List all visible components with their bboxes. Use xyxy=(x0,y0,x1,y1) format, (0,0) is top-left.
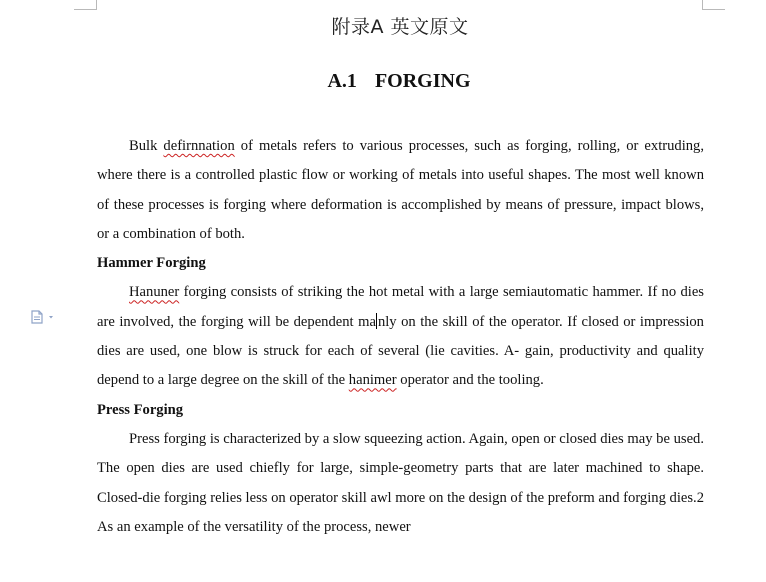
section-title: FORGING xyxy=(374,70,471,92)
paragraph-press-forging: Press forging is characterized by a slow squeezing action. Again, open or closed dies may be used. The open dies are used chiefly for large, simple-geometry parts that are later machined to shape. Closed-die forging relies less on operator skill awl more on the design of the preform and forging dies.2 As an example of the versatility of the process, newer xyxy=(97,430,704,535)
text-run: nly on the skill of the operator. If closed or impression dies are used, one blow is struck for each of several (lie cavities. A- gain, productivity and quality depend to a large degree on the skill of the xyxy=(97,313,704,389)
section-heading xyxy=(0,70,766,93)
spelling-error-word[interactable]: defirnnation xyxy=(163,138,235,154)
text-run: operator and the tooling. xyxy=(396,372,544,389)
text-run: Bulk xyxy=(129,138,164,154)
margin-corner-mark xyxy=(74,0,97,10)
text-run: of metals refers to various processes, such as forging, rolling, or extruding, where there is a controlled plastic flow or working of metals into useful shapes. The most well known of these processes is forging where deformation is accomplished by means of pressure, impact blows, or a combination of both. xyxy=(97,138,705,242)
heading-hammer-forging: Hammer Forging xyxy=(97,255,206,272)
section-number: A.1 xyxy=(327,70,357,92)
heading-press-forging: Press Forging xyxy=(97,401,184,418)
margin-corner-mark xyxy=(702,0,725,10)
spelling-error-word[interactable]: Hanuner xyxy=(129,284,180,301)
text-run: forging consists of striking the hot metal with a large semiautomatic hammer. If no dies are involved, the forging will be dependent ma xyxy=(97,284,704,330)
paragraph-bulk-deformation xyxy=(97,132,704,249)
spelling-error-word[interactable]: hanimer xyxy=(348,372,397,389)
document-body[interactable] xyxy=(97,132,704,542)
document-options-icon[interactable] xyxy=(30,310,58,324)
paragraph-hammer-forging xyxy=(97,278,704,395)
appendix-title: 附录A 英文原文 xyxy=(331,16,469,38)
